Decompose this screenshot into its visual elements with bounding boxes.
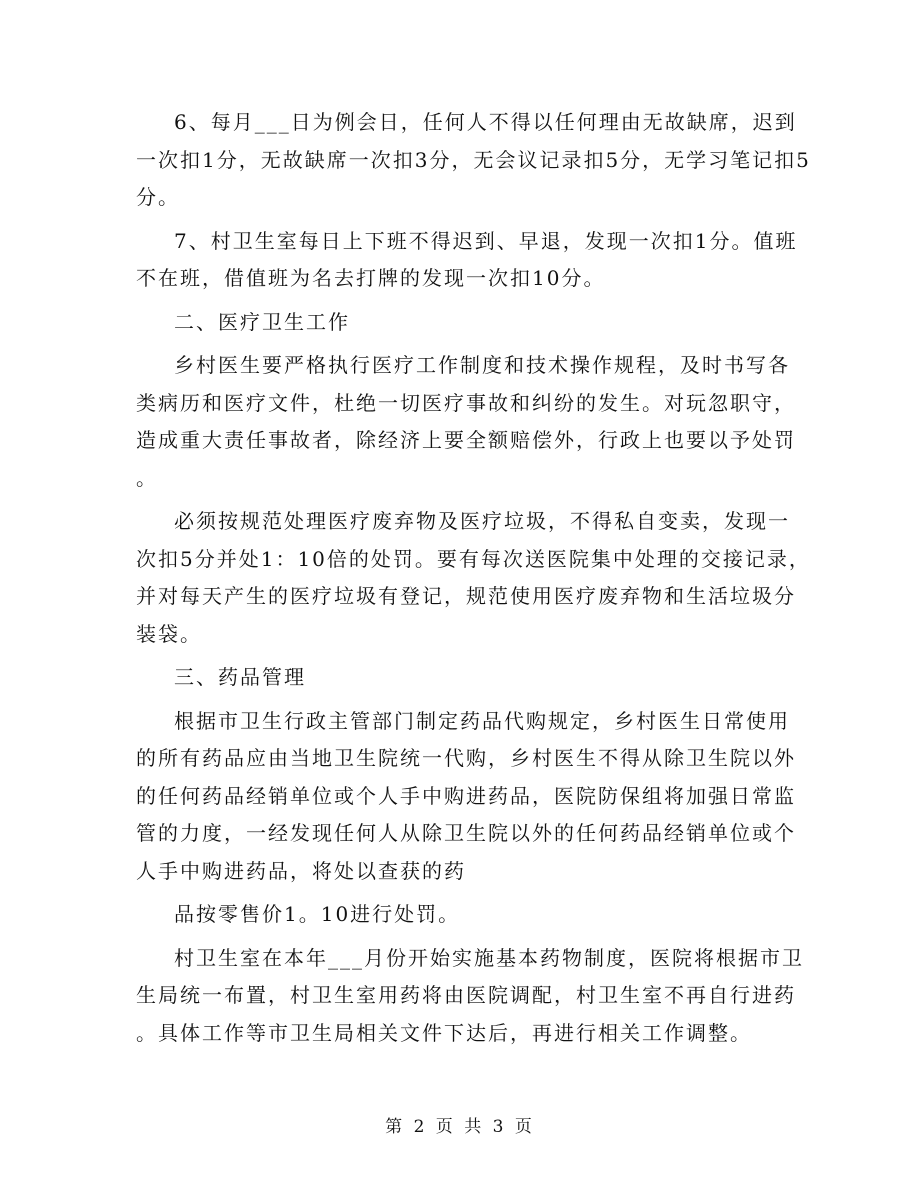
page-number-footer: 第 2 页 共 3 页 xyxy=(385,1117,535,1137)
text-line: 不在班，借值班为名去打牌的发现一次扣10分。 xyxy=(136,266,606,290)
section-heading-drugs xyxy=(136,659,776,697)
text-line: 。 xyxy=(136,465,158,490)
text-line: 次扣5分并处1：10倍的处罚。要有每次送医院集中处理的交接记录， xyxy=(136,546,811,571)
text-line: 装袋。 xyxy=(136,621,202,646)
text-line: 造成重大责任事故者，除经济上要全额赔偿外，行政上也要以予处罚 xyxy=(136,428,796,452)
text-line: 的任何药品经销单位或个人手中购进药品，医院防保组将加强日常监 xyxy=(136,783,796,808)
paragraph-drug-procurement xyxy=(136,703,796,891)
text-line: 人手中购进药品，将处以查获的药 xyxy=(136,858,466,883)
text-line: 生局统一布置，村卫生室用药将由医院调配，村卫生室不再自行进药 xyxy=(136,983,796,1007)
text-line: 类病历和医疗文件，杜绝一切医疗事故和纠纷的发生。对玩忽职守， xyxy=(136,390,796,415)
text-line: 并对每天产生的医疗垃圾有登记，规范使用医疗废弃物和生活垃圾分 xyxy=(136,584,796,608)
paragraph-basic-drug-system xyxy=(136,940,804,1053)
heading-text: 三、药品管理 xyxy=(174,665,306,689)
text-line: 乡村医生要严格执行医疗工作制度和技术操作规程，及时书写各 xyxy=(174,353,790,377)
section-heading-medical xyxy=(136,304,776,342)
document-body xyxy=(136,104,811,1052)
text-line: 的所有药品应由当地卫生院统一代购，乡村医生不得从除卫生院以外 xyxy=(136,746,796,770)
paragraph-item-7 xyxy=(136,223,798,298)
text-line: 村卫生室在本年___月份开始实施基本药物制度，医院将根据市卫 xyxy=(174,945,804,970)
paragraph-medical-waste xyxy=(136,503,811,653)
text-line: 一次扣1分，无故缺席一次扣3分，无会议记录扣5分，无学习笔记扣5 xyxy=(136,147,811,172)
text-line: 分。 xyxy=(136,185,180,209)
heading-text: 二、医疗卫生工作 xyxy=(174,309,350,334)
paragraph-retail-price xyxy=(136,896,776,934)
text-line: 7、村卫生室每日上下班不得迟到、早退，发现一次扣1分。值班 xyxy=(174,228,798,253)
paragraph-medical-rules xyxy=(136,347,796,497)
paragraph-item-6 xyxy=(136,104,811,217)
text-line: 品按零售价1。10进行处罚。 xyxy=(174,902,461,926)
text-line: 6、每月___日为例会日，任何人不得以任何理由无故缺席，迟到 xyxy=(174,110,797,134)
text-line: 根据市卫生行政主管部门制定药品代购规定，乡村医生日常使用 xyxy=(174,708,790,733)
text-line: 管的力度，一经发现任何人从除卫生院以外的任何药品经销单位或个 xyxy=(136,821,796,845)
text-line: 。具体工作等市卫生局相关文件下达后，再进行相关工作调整。 xyxy=(136,1020,752,1045)
text-line: 必须按规范处理医疗废弃物及医疗垃圾，不得私自变卖，发现一 xyxy=(174,509,790,533)
